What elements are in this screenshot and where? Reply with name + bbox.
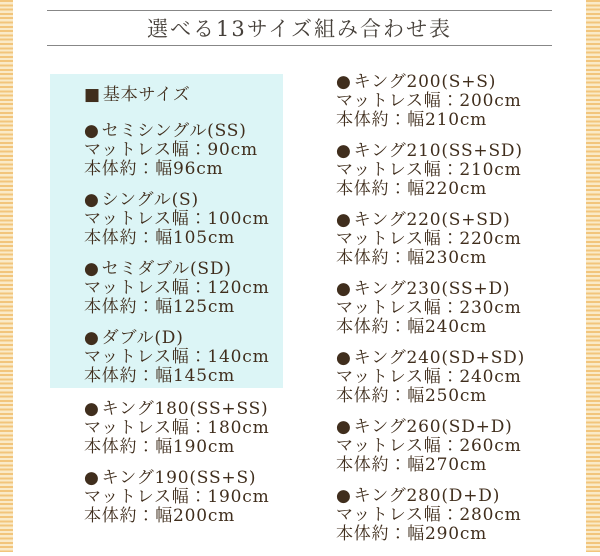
left-column-extra [50,400,283,526]
size-item-semi-single [84,122,283,179]
size-item-name [84,191,283,210]
left-stripe-border [0,0,13,552]
right-stripe-border [586,0,600,552]
frame-width-label: 本体約：幅250cm [336,386,488,406]
size-item-name [336,418,566,437]
basic-sizes-header [84,86,283,105]
size-name-label: キング240(SD+SD) [353,348,526,368]
frame-width-label: 本体約：幅105cm [84,228,236,248]
bullet-icon: ● [84,190,100,210]
size-item-double [84,329,283,386]
size-name-label: セミダブル(SD) [101,259,232,279]
frame-width-label: 本体約：幅290cm [336,524,488,544]
size-item-king240 [336,349,566,406]
bullet-icon: ● [336,210,352,230]
left-column [50,74,283,526]
size-item-king180 [84,400,283,457]
size-name-label: セミシングル(SS) [101,121,247,141]
mattress-width-label: マットレス幅：120cm [84,278,270,298]
size-item-semi-double [84,260,283,317]
frame-width-label: 本体約：幅240cm [336,317,488,337]
mattress-width-label: マットレス幅：90cm [84,140,258,160]
size-name-label: キング280(D+D) [353,486,501,506]
size-name-label: キング190(SS+S) [101,468,257,488]
page-title: 選べる13サイズ組み合わせ表 [146,17,453,41]
mattress-width-label: マットレス幅：230cm [336,298,522,318]
square-icon: ■ [84,85,101,105]
size-item-king280 [336,487,566,544]
header-rule-box [47,10,552,46]
frame-width-label: 本体約：幅96cm [84,159,224,179]
mattress-width-label: マットレス幅：210cm [336,160,522,180]
size-name-label: シングル(S) [101,190,199,210]
size-item-king210 [336,142,566,199]
mattress-width-label: マットレス幅：240cm [336,367,522,387]
size-item-name [84,400,283,419]
bullet-icon: ● [84,121,100,141]
mattress-width-label: マットレス幅：280cm [336,505,522,525]
bullet-icon: ● [336,72,352,92]
size-item-king220 [336,211,566,268]
mattress-width-label: マットレス幅：100cm [84,209,270,229]
bullet-icon: ● [336,348,352,368]
bullet-icon: ● [84,328,100,348]
size-item-name [84,122,283,141]
mattress-width-label: マットレス幅：190cm [84,487,270,507]
frame-width-label: 本体約：幅220cm [336,179,488,199]
size-item-king260 [336,418,566,475]
size-name-label: ダブル(D) [101,328,184,348]
size-item-name [84,329,283,348]
size-name-label: キング210(SS+SD) [353,141,523,161]
size-name-label: キング260(SD+D) [353,417,513,437]
size-name-label: キング230(SS+D) [353,279,511,299]
size-item-name [336,487,566,506]
bullet-icon: ● [84,468,100,488]
size-name-label: キング200(S+S) [353,72,497,92]
frame-width-label: 本体約：幅230cm [336,248,488,268]
mattress-width-label: マットレス幅：220cm [336,229,522,249]
size-item-name [336,73,566,92]
bullet-icon: ● [336,486,352,506]
basic-sizes-header-label: 基本サイズ [102,85,191,105]
size-item-name [336,349,566,368]
bullet-icon: ● [84,259,100,279]
size-item-king230 [336,280,566,337]
size-name-label: キング180(SS+SS) [101,399,269,419]
frame-width-label: 本体約：幅145cm [84,366,236,386]
frame-width-label: 本体約：幅210cm [336,110,488,130]
size-item-name [336,211,566,230]
size-item-king200 [336,73,566,130]
frame-width-label: 本体約：幅190cm [84,437,236,457]
frame-width-label: 本体約：幅200cm [84,506,236,526]
frame-width-label: 本体約：幅270cm [336,455,488,475]
mattress-width-label: マットレス幅：260cm [336,436,522,456]
bullet-icon: ● [336,279,352,299]
size-name-label: キング220(S+SD) [353,210,511,230]
frame-width-label: 本体約：幅125cm [84,297,236,317]
size-item-single [84,191,283,248]
bullet-icon: ● [84,399,100,419]
bullet-icon: ● [336,141,352,161]
size-item-name [336,280,566,299]
mattress-width-label: マットレス幅：140cm [84,347,270,367]
size-item-name [336,142,566,161]
bullet-icon: ● [336,417,352,437]
size-item-king190 [84,469,283,526]
mattress-width-label: マットレス幅：180cm [84,418,270,438]
basic-sizes-box [50,74,283,388]
size-item-name [84,260,283,279]
right-column [336,73,566,556]
size-item-name [84,469,283,488]
mattress-width-label: マットレス幅：200cm [336,91,522,111]
